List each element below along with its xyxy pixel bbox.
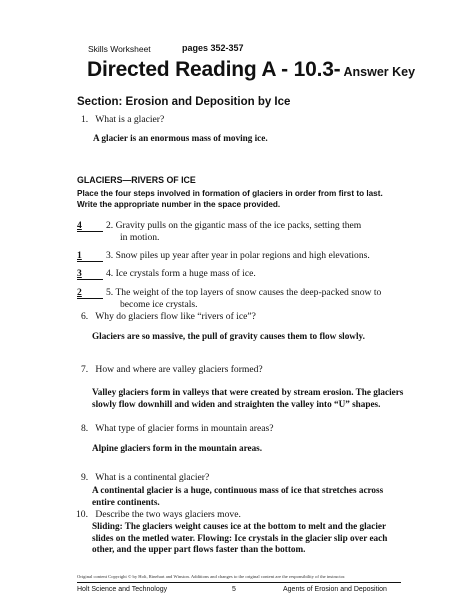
- question-6: [81, 311, 256, 323]
- answer-blank: 1: [77, 250, 103, 262]
- question-10: [76, 509, 241, 521]
- step-text: 3. Snow piles up year after year in polar regions and high elevations.: [106, 250, 370, 261]
- question-8: [81, 423, 273, 435]
- question-text: Why do glaciers flow like “rivers of ice”?: [95, 311, 256, 322]
- instructions-line: Write the appropriate number in the space provided.: [77, 199, 281, 209]
- footer-publisher: Holt Science and Technology: [77, 586, 168, 593]
- pages-range: pages 352-357: [182, 43, 244, 53]
- answer-1: A glacier is an enormous mass of moving ice.: [93, 133, 268, 143]
- question-number: 9.: [81, 472, 89, 483]
- answer-9: A continental glacier is a huge, continuous mass of ice that stretches across entire continents.: [92, 485, 384, 507]
- question-text: What is a continental glacier?: [95, 472, 210, 483]
- step-item: [77, 220, 361, 243]
- question-number: 10.: [76, 509, 88, 520]
- step-item: [77, 268, 256, 280]
- answer-blank: 3: [77, 268, 103, 280]
- step-number: 3.: [106, 250, 114, 261]
- title-main: Directed Reading A - 10.3-: [87, 58, 341, 81]
- question-7: [81, 364, 263, 376]
- answer-blank: 2: [77, 287, 103, 299]
- question-text: How and where are valley glaciers formed?: [95, 364, 263, 375]
- answer-10: Sliding: The glaciers weight causes ice at the bottom to melt and the glacier slides on the metled water. Flowing: Ice crystals in the glacier slip over each other, and the upper part flows faster than the bottom.: [92, 521, 388, 554]
- step-item: [77, 250, 370, 262]
- question-number: 7.: [81, 364, 89, 375]
- question-number: 1.: [81, 114, 89, 125]
- answer-blank: 4: [77, 220, 103, 232]
- step-text: 5. The weight of the top layers of snow causes the deep-packed snow to become ice crystals.: [106, 287, 382, 310]
- answer-7: Valley glaciers form in valleys that were created by stream erosion. The glaciers slowly flow downhill and widen and straighten the valley into “U” shapes.: [92, 387, 404, 409]
- instructions: [77, 189, 383, 210]
- answer-6: Glaciers are so massive, the pull of gravity causes them to flow slowly.: [92, 331, 365, 341]
- question-number: 6.: [81, 311, 89, 322]
- answer-8: Alpine glaciers form in the mountain areas.: [92, 443, 263, 453]
- footer-divider: [77, 582, 401, 583]
- step-number: 2.: [106, 220, 114, 231]
- copyright-notice: Original content Copyright © by Holt, Rinehart and Winston. Additions and changes to the original content are the responsibility of the instructor.: [77, 574, 346, 579]
- section-title: Section: Erosion and Deposition by Ice: [77, 96, 291, 108]
- step-number: 4.: [106, 268, 114, 279]
- question-1: [81, 114, 164, 126]
- instructions-line: Place the four steps involved in formation of glaciers in order from first to last.: [77, 189, 383, 198]
- footer-page-number: 5: [232, 586, 236, 593]
- page-title: [87, 58, 415, 82]
- step-number: 5.: [106, 287, 114, 298]
- question-text: What type of glacier forms in mountain areas?: [95, 423, 274, 434]
- question-text: What is a glacier?: [95, 114, 165, 125]
- footer-chapter: Agents of Erosion and Deposition: [283, 586, 387, 593]
- step-item: [77, 287, 381, 310]
- worksheet-label: Skills Worksheet: [88, 44, 151, 54]
- question-text: Describe the two ways glaciers move.: [95, 509, 241, 520]
- step-text: 4. Ice crystals form a huge mass of ice.: [106, 268, 256, 279]
- title-answer-key: Answer Key: [340, 65, 416, 79]
- subsection-heading: GLACIERS—RIVERS OF ICE: [77, 175, 196, 185]
- question-9: [81, 472, 209, 484]
- step-text: 2. Gravity pulls on the gigantic mass of the ice packs, setting them in motion.: [106, 220, 362, 243]
- question-number: 8.: [81, 423, 89, 434]
